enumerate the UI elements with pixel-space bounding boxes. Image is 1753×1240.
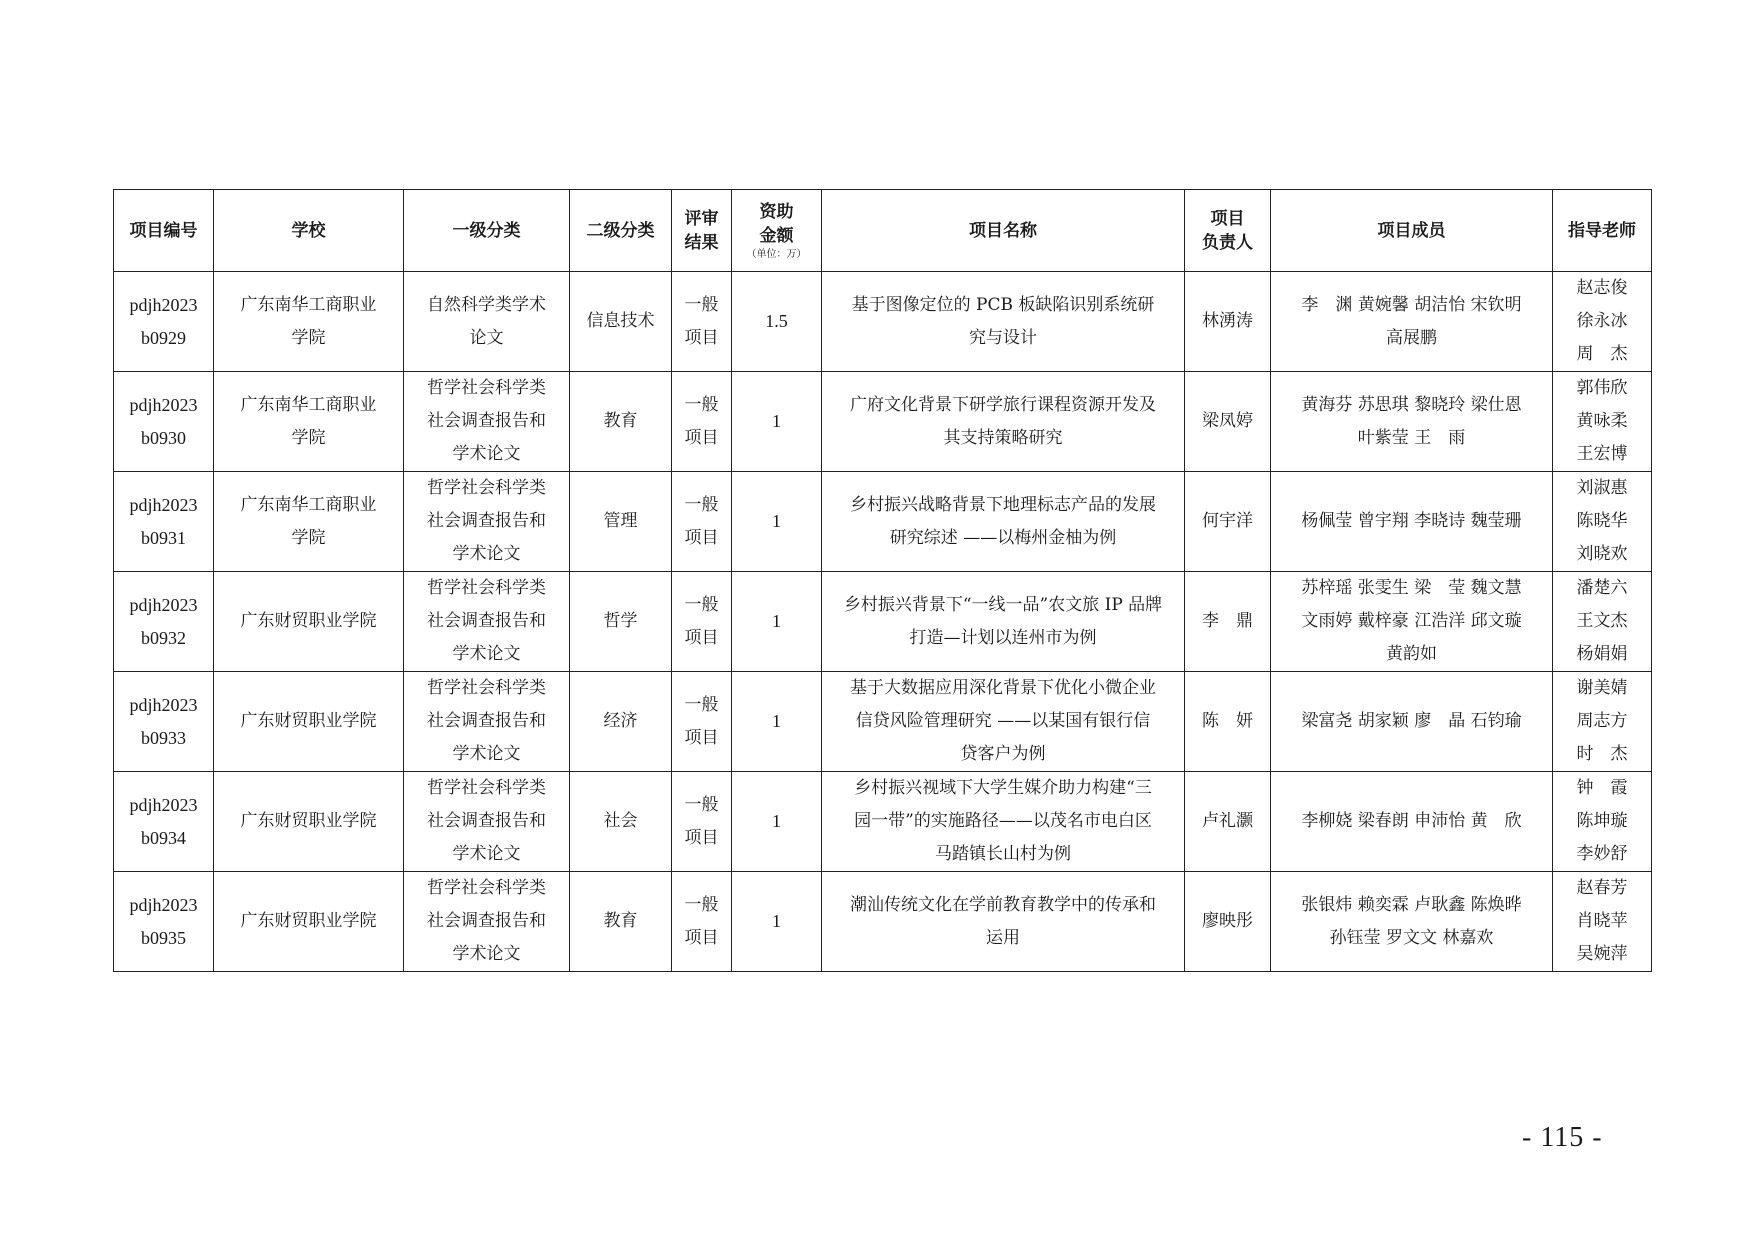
cell-advisors-line: 杨娟娟 — [1576, 644, 1628, 664]
cell-review — [672, 872, 732, 972]
cell-members-line: 苏梓瑶 张雯生 梁 莹 魏文慧 — [1301, 578, 1522, 598]
cell-amount: 1 — [732, 472, 822, 572]
cell-id-line: pdjh2023 — [129, 294, 198, 315]
cell-advisors-line: 徐永冰 — [1576, 311, 1628, 331]
cell-review — [672, 272, 732, 372]
cell-review-line: 项目 — [684, 427, 719, 448]
cell-review-line: 一般 — [684, 294, 719, 315]
header-id: 项目编号 — [114, 190, 214, 272]
cell-name-line: 其支持策略研究 — [943, 427, 1063, 448]
cell-level1-line: 社会调查报告和 — [427, 511, 546, 531]
cell-id-line: pdjh2023 — [129, 694, 198, 715]
cell-amount: 1.5 — [732, 272, 822, 372]
cell-level1-line: 学术论文 — [452, 844, 521, 864]
cell-advisors-line: 刘晓欢 — [1576, 544, 1628, 564]
cell-members — [1271, 772, 1553, 872]
cell-name — [822, 372, 1185, 472]
cell-advisors-line: 赵志俊 — [1576, 278, 1628, 298]
cell-level1-line: 学术论文 — [452, 444, 521, 464]
cell-advisors-line: 李妙舒 — [1576, 844, 1628, 864]
cell-school — [214, 272, 404, 372]
table-row — [114, 372, 1652, 472]
cell-id-line: pdjh2023 — [129, 594, 198, 615]
project-table-container — [113, 189, 1651, 972]
cell-advisors — [1553, 472, 1652, 572]
header-amount — [732, 190, 822, 272]
cell-advisors-line: 周志方 — [1576, 711, 1628, 731]
cell-school-line: 广东财贸职业学院 — [240, 711, 377, 731]
header-leader-line2: 负责人 — [1202, 232, 1253, 253]
cell-school-line: 学院 — [291, 327, 326, 348]
cell-advisors-line: 周 杰 — [1576, 344, 1628, 364]
cell-advisors — [1553, 672, 1652, 772]
cell-level1-line: 哲学社会科学类 — [427, 578, 546, 598]
cell-id-line: pdjh2023 — [129, 394, 198, 415]
cell-advisors-line: 钟 霞 — [1576, 778, 1628, 798]
cell-name — [822, 872, 1185, 972]
cell-members — [1271, 672, 1553, 772]
cell-name-line: 乡村振兴战略背景下地理标志产品的发展 — [850, 494, 1156, 515]
header-school: 学校 — [214, 190, 404, 272]
cell-id-line: pdjh2023 — [129, 894, 198, 915]
cell-level1 — [404, 272, 570, 372]
cell-review-line: 一般 — [684, 894, 719, 915]
cell-advisors — [1553, 872, 1652, 972]
cell-id — [114, 272, 214, 372]
header-level1: 一级分类 — [404, 190, 570, 272]
cell-review-line: 项目 — [684, 327, 719, 348]
cell-level1-line: 学术论文 — [452, 944, 521, 964]
cell-advisors-line: 吴婉萍 — [1576, 944, 1628, 964]
cell-advisors-line: 黄咏柔 — [1576, 411, 1628, 431]
page-number: - 115 - — [1522, 1122, 1603, 1153]
header-amount-line2: 金额 — [759, 225, 794, 246]
cell-advisors-line: 赵春芳 — [1576, 878, 1628, 898]
cell-level2: 教育 — [570, 872, 672, 972]
cell-id-line: b0930 — [141, 427, 186, 448]
table-row — [114, 572, 1652, 672]
cell-review-line: 项目 — [684, 627, 719, 648]
cell-advisors — [1553, 272, 1652, 372]
header-leader — [1185, 190, 1271, 272]
cell-review-line: 项目 — [684, 927, 719, 948]
cell-level1 — [404, 572, 570, 672]
header-advisors: 指导老师 — [1553, 190, 1652, 272]
table-row — [114, 672, 1652, 772]
cell-advisors-line: 时 杰 — [1576, 744, 1628, 764]
cell-review — [672, 472, 732, 572]
cell-advisors-line: 陈晓华 — [1576, 511, 1628, 531]
header-review — [672, 190, 732, 272]
cell-members-line: 梁富尧 胡家颖 廖 晶 石钧瑜 — [1301, 711, 1522, 731]
cell-id-line: b0934 — [141, 827, 186, 848]
cell-name-line: 研究综述 ——以梅州金柚为例 — [889, 527, 1117, 548]
cell-level1-line: 社会调查报告和 — [427, 811, 546, 831]
cell-members-line: 杨佩莹 曾宇翔 李晓诗 魏莹珊 — [1301, 511, 1522, 531]
cell-level2: 管理 — [570, 472, 672, 572]
cell-review-line: 项目 — [684, 827, 719, 848]
cell-name-line: 潮汕传统文化在学前教育教学中的传承和 — [850, 894, 1156, 915]
cell-school — [214, 572, 404, 672]
cell-advisors-line: 王文杰 — [1576, 611, 1628, 631]
cell-school — [214, 472, 404, 572]
cell-review — [672, 672, 732, 772]
cell-members-line: 张银炜 赖奕霖 卢耿鑫 陈焕晔 — [1301, 894, 1522, 915]
cell-school — [214, 372, 404, 472]
cell-name-line: 贷客户为例 — [960, 744, 1046, 764]
cell-id-line: b0932 — [141, 627, 186, 648]
table-body — [114, 272, 1652, 972]
cell-level1-line: 学术论文 — [452, 744, 521, 764]
header-review-line2: 结果 — [684, 232, 719, 253]
cell-name-line: 乡村振兴背景下“一线一品”农文旅 IP 品牌 — [843, 594, 1163, 615]
cell-level1 — [404, 672, 570, 772]
cell-advisors-line: 肖晓苹 — [1576, 911, 1628, 931]
cell-school-line: 学院 — [291, 527, 326, 548]
cell-level1-line: 哲学社会科学类 — [427, 878, 546, 898]
cell-level1-line: 哲学社会科学类 — [427, 378, 546, 398]
cell-school-line: 广东财贸职业学院 — [240, 811, 377, 831]
header-members: 项目成员 — [1271, 190, 1553, 272]
cell-advisors-line: 陈坤璇 — [1576, 811, 1628, 831]
cell-level1 — [404, 472, 570, 572]
cell-review-line: 一般 — [684, 394, 719, 415]
cell-id — [114, 672, 214, 772]
cell-id-line: pdjh2023 — [129, 794, 198, 815]
cell-members-line: 黄韵如 — [1386, 644, 1437, 664]
cell-leader: 何宇洋 — [1185, 472, 1271, 572]
table-row — [114, 772, 1652, 872]
cell-leader: 陈 妍 — [1185, 672, 1271, 772]
cell-leader: 梁凤婷 — [1185, 372, 1271, 472]
cell-advisors — [1553, 372, 1652, 472]
table-row — [114, 872, 1652, 972]
cell-id-line: pdjh2023 — [129, 494, 198, 515]
cell-amount: 1 — [732, 772, 822, 872]
cell-members — [1271, 372, 1553, 472]
cell-school-line: 广东南华工商职业 — [240, 394, 377, 415]
cell-level1-line: 社会调查报告和 — [427, 911, 546, 931]
cell-name-line: 园一带”的实施路径——以茂名市电白区 — [854, 811, 1152, 831]
cell-level1-line: 论文 — [469, 327, 504, 348]
cell-advisors-line: 刘淑惠 — [1576, 478, 1628, 498]
cell-advisors-line: 潘楚六 — [1576, 578, 1628, 598]
cell-name-line: 基于大数据应用深化背景下优化小微企业 — [850, 678, 1156, 698]
cell-level1-line: 社会调查报告和 — [427, 711, 546, 731]
cell-leader: 廖映彤 — [1185, 872, 1271, 972]
cell-level1-line: 自然科学类学术 — [427, 294, 546, 315]
cell-members-line: 李柳娆 梁春朗 申沛怡 黄 欣 — [1301, 811, 1522, 831]
cell-leader: 卢礼灏 — [1185, 772, 1271, 872]
cell-name — [822, 672, 1185, 772]
header-review-line1: 评审 — [684, 208, 719, 229]
cell-name-line: 马踏镇长山村为例 — [935, 844, 1071, 864]
cell-members — [1271, 272, 1553, 372]
cell-advisors-line: 谢美婧 — [1576, 678, 1628, 698]
cell-review-line: 项目 — [684, 527, 719, 548]
cell-name-line: 究与设计 — [969, 327, 1037, 348]
cell-id-line: b0929 — [141, 327, 186, 348]
cell-school-line: 广东财贸职业学院 — [240, 911, 377, 931]
cell-id — [114, 772, 214, 872]
cell-level1 — [404, 372, 570, 472]
cell-review-line: 项目 — [684, 727, 719, 748]
cell-level2: 信息技术 — [570, 272, 672, 372]
cell-leader: 林湧涛 — [1185, 272, 1271, 372]
cell-school-line: 广东财贸职业学院 — [240, 611, 377, 631]
cell-members — [1271, 872, 1553, 972]
cell-review-line: 一般 — [684, 494, 719, 515]
cell-name-line: 基于图像定位的 PCB 板缺陷识别系统研 — [851, 294, 1155, 315]
cell-advisors-line: 郭伟欣 — [1576, 378, 1628, 398]
cell-review — [672, 372, 732, 472]
table-row — [114, 472, 1652, 572]
cell-members-line: 黄海芬 苏思琪 黎晓玲 梁仕恩 — [1301, 394, 1522, 415]
cell-name-line: 打造—计划以连州市为例 — [909, 627, 1097, 648]
cell-name — [822, 572, 1185, 672]
project-table — [113, 189, 1652, 972]
cell-name — [822, 272, 1185, 372]
cell-members-line: 文雨婷 戴梓豪 江浩洋 邱文璇 — [1301, 611, 1522, 631]
cell-id — [114, 872, 214, 972]
cell-id-line: b0935 — [141, 927, 186, 948]
cell-review-line: 一般 — [684, 694, 719, 715]
cell-members-line: 高展鹏 — [1386, 327, 1437, 348]
cell-school-line: 学院 — [291, 427, 326, 448]
cell-members — [1271, 472, 1553, 572]
header-amount-line1: 资助 — [759, 201, 794, 222]
cell-level1-line: 哲学社会科学类 — [427, 678, 546, 698]
cell-name-line: 乡村振兴视域下大学生媒介助力构建“三 — [854, 778, 1152, 798]
cell-level1-line: 哲学社会科学类 — [427, 778, 546, 798]
cell-amount: 1 — [732, 372, 822, 472]
cell-school — [214, 672, 404, 772]
cell-leader: 李 鼎 — [1185, 572, 1271, 672]
cell-id-line: b0933 — [141, 727, 186, 748]
cell-name — [822, 472, 1185, 572]
header-leader-line1: 项目 — [1210, 208, 1245, 229]
header-amount-unit: （单位：万） — [746, 248, 807, 260]
cell-review-line: 一般 — [684, 794, 719, 815]
cell-advisors — [1553, 772, 1652, 872]
cell-amount: 1 — [732, 872, 822, 972]
cell-members — [1271, 572, 1553, 672]
cell-members-line: 孙钰莹 罗文文 林嘉欢 — [1329, 927, 1494, 948]
cell-level1-line: 社会调查报告和 — [427, 411, 546, 431]
cell-review-line: 一般 — [684, 594, 719, 615]
table-row — [114, 272, 1652, 372]
cell-members-line: 叶紫莹 王 雨 — [1357, 427, 1466, 448]
cell-review — [672, 772, 732, 872]
header-level2: 二级分类 — [570, 190, 672, 272]
cell-advisors — [1553, 572, 1652, 672]
cell-name — [822, 772, 1185, 872]
cell-members-line: 李 渊 黄婉馨 胡洁怡 宋钦明 — [1301, 294, 1522, 315]
cell-level1-line: 哲学社会科学类 — [427, 478, 546, 498]
cell-level1-line: 社会调查报告和 — [427, 611, 546, 631]
cell-level2: 社会 — [570, 772, 672, 872]
cell-id — [114, 372, 214, 472]
cell-school-line: 广东南华工商职业 — [240, 494, 377, 515]
cell-name-line: 信贷风险管理研究 ——以某国有银行信 — [855, 711, 1151, 731]
cell-level1 — [404, 872, 570, 972]
cell-school-line: 广东南华工商职业 — [240, 294, 377, 315]
cell-id — [114, 572, 214, 672]
cell-level1 — [404, 772, 570, 872]
cell-level2: 经济 — [570, 672, 672, 772]
cell-level1-line: 学术论文 — [452, 644, 521, 664]
cell-name-line: 广府文化背景下研学旅行课程资源开发及 — [850, 394, 1156, 415]
cell-level2: 教育 — [570, 372, 672, 472]
cell-school — [214, 872, 404, 972]
cell-amount: 1 — [732, 672, 822, 772]
cell-name-line: 运用 — [986, 927, 1020, 948]
cell-amount: 1 — [732, 572, 822, 672]
header-name: 项目名称 — [822, 190, 1185, 272]
cell-id-line: b0931 — [141, 527, 186, 548]
cell-review — [672, 572, 732, 672]
cell-advisors-line: 王宏博 — [1576, 444, 1628, 464]
cell-level1-line: 学术论文 — [452, 544, 521, 564]
cell-id — [114, 472, 214, 572]
cell-level2: 哲学 — [570, 572, 672, 672]
header-row — [114, 190, 1652, 272]
cell-school — [214, 772, 404, 872]
